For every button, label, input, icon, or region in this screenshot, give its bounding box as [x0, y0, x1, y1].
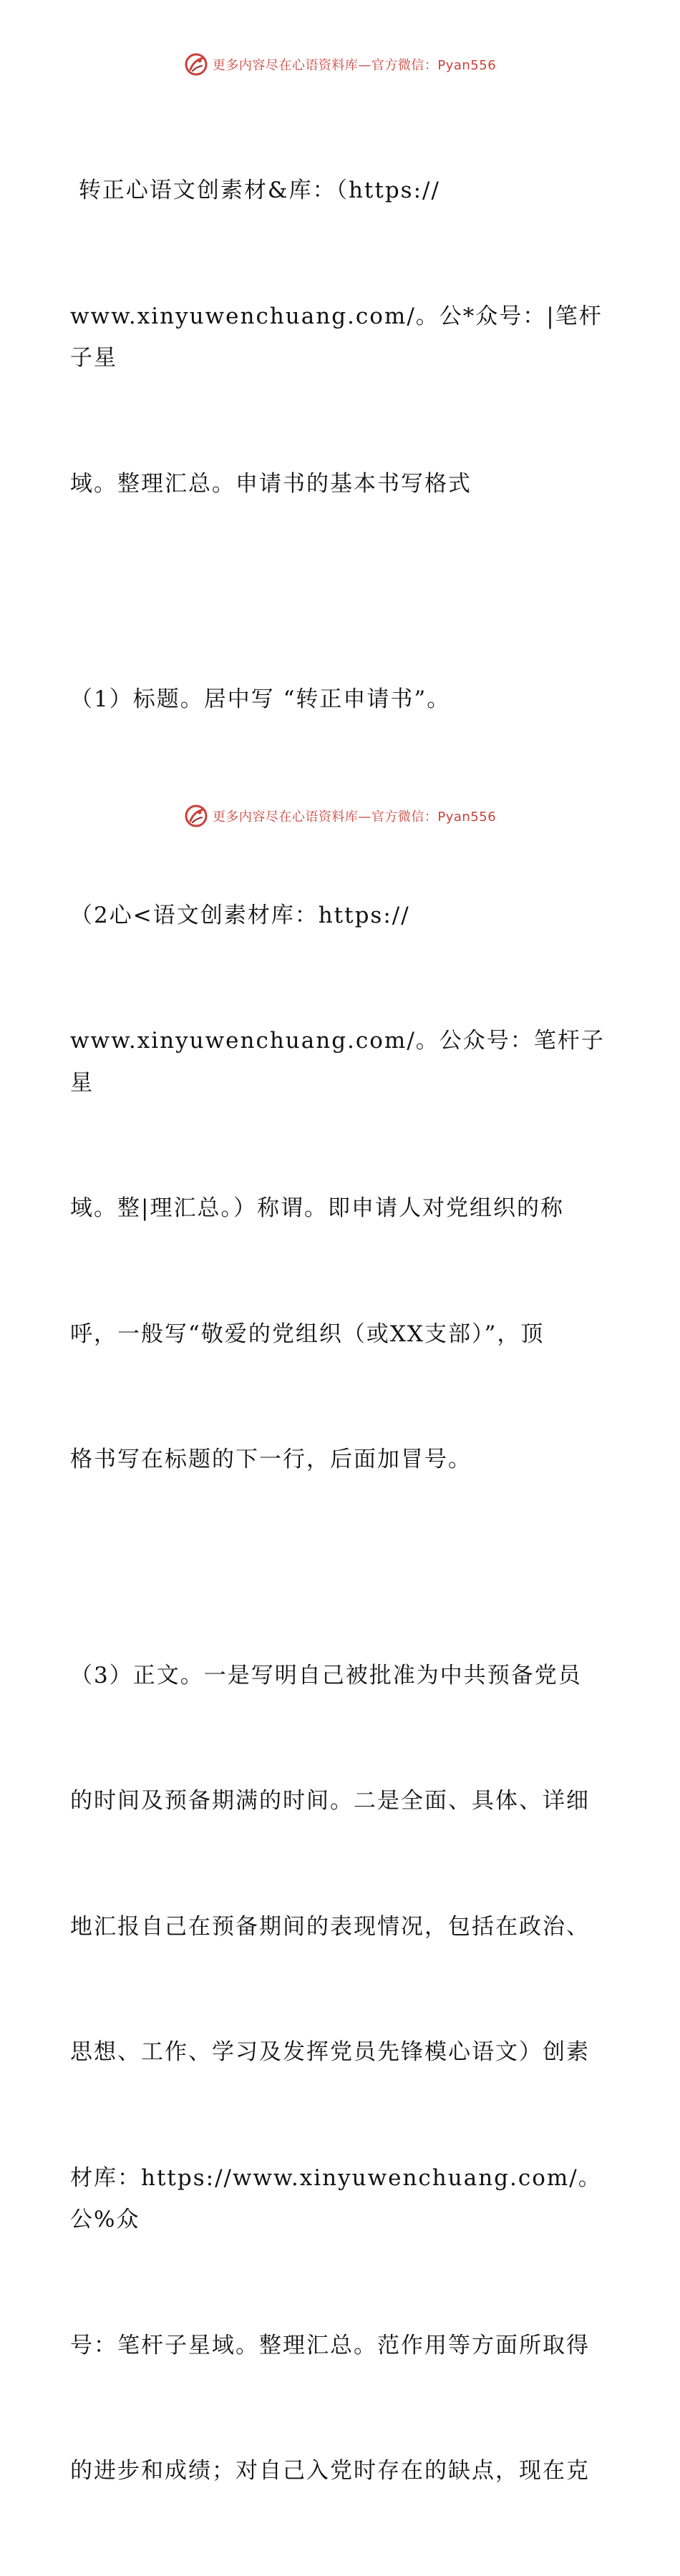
text-line: 的时间及预备期满的时间。二是全面、具体、详细 [70, 1788, 590, 1814]
footer-banner-text: 更多内容尽在心语资料库—官方微信：Pyan556 [212, 810, 497, 825]
footer-banner [0, 802, 680, 830]
text-line: 的进步和成绩；对自己入党时存在的缺点，现在克 [70, 2458, 590, 2484]
header-banner-text: 更多内容尽在心语资料库—官方微信：Pyan556 [212, 58, 497, 73]
text-line: 呼，一般写“敬爱的党组织（或XX支部）”，顶 [70, 1321, 545, 1347]
text-line: （1）标题。居中写 “转正申请书”。 [70, 686, 451, 712]
text-line: www.xinyuwenchuang.com/。公*众号：|笔杆子星 [70, 303, 603, 371]
text-line: 域。整理汇总。申请书的基本书写格式 [70, 470, 472, 497]
paragraph-body-rule [70, 1571, 614, 2576]
text-line: 思想、工作、学习及发挥党员先锋模心语文）创素 [70, 2039, 590, 2065]
paragraph-salutation-rule [70, 811, 614, 1565]
red-brush-seal-icon [184, 804, 208, 828]
document-body [70, 86, 614, 2576]
text-line: 格书写在标题的下一行，后面加冒号。 [70, 1447, 472, 1472]
text-line: 地汇报自己在预备期间的表现情况，包括在政治、 [70, 1913, 590, 1940]
text-line: www.xinyuwenchuang.com/。公众号：笔杆子星 [70, 1028, 605, 1096]
text-line: 号：笔杆子星域。整理汇总。范作用等方面所取得 [70, 2332, 590, 2358]
paragraph-title-rule [70, 595, 614, 805]
text-line: （2心<语文创素材库：https:// [70, 902, 410, 928]
text-line: 域。整|理汇总。）称谓。即申请人对党组织的称 [70, 1195, 564, 1221]
red-brush-seal-icon [184, 52, 208, 77]
text-line: 材库：https://www.xinyuwenchuang.com/。公%众 [70, 2164, 602, 2232]
text-line: （3）正文。一是写明自己被批准为中共预备党员 [70, 1662, 582, 1688]
text-line: 转正心语文创素材&库：（https:// [70, 178, 440, 203]
header-banner [0, 50, 680, 79]
paragraph-intro [70, 86, 614, 588]
